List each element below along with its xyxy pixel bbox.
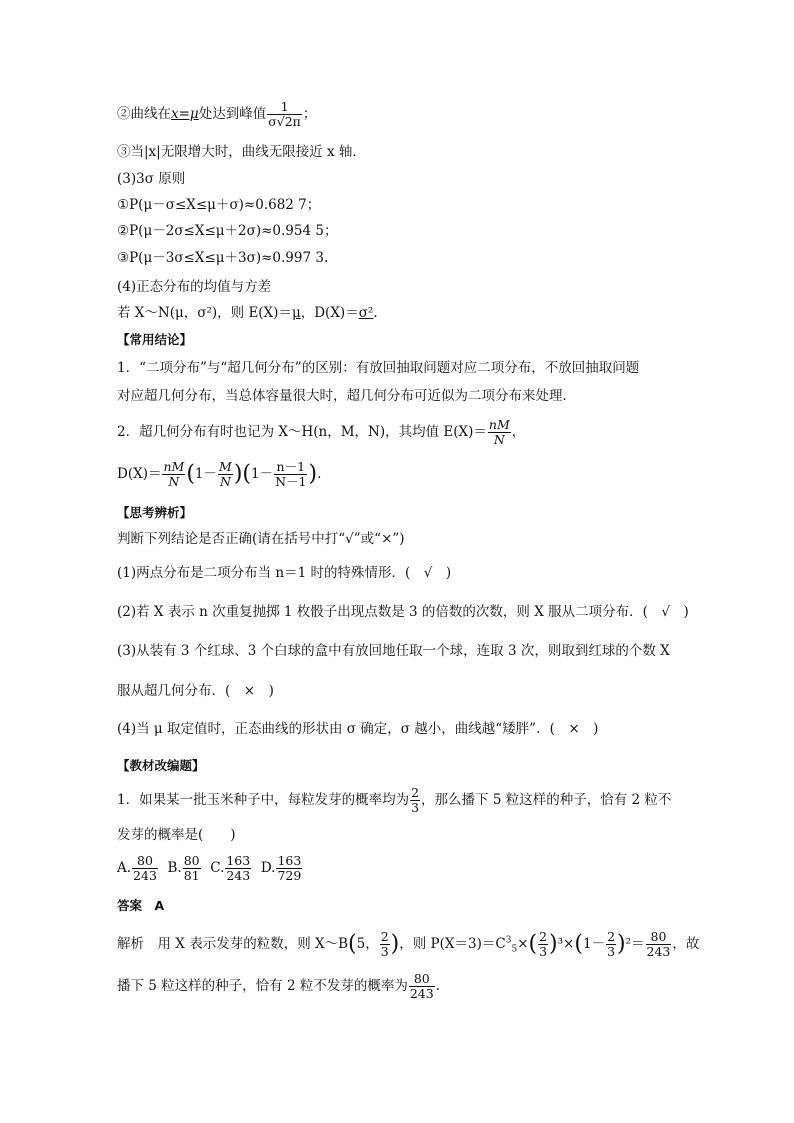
sigma-rule-3: ③P(μ－3σ≤X≤μ＋3σ)≈0.997 3. xyxy=(117,250,329,266)
mean-variance-heading: (4)正态分布的均值与方差 xyxy=(117,279,272,295)
solution-line-2: 播下 5 粒这样的种子，恰有 2 粒不发芽的概率为 $\frac{80}{243}$ . xyxy=(117,971,440,1001)
sigma-rule-2: ②P(μ－2σ≤X≤μ＋2σ)≈0.954 5； xyxy=(117,223,338,239)
hypergeometric-mean-fraction: $\frac{nM}{N}$ xyxy=(488,417,510,447)
text: ②曲线在 xyxy=(117,106,171,122)
section-heading-textbook: 【教材改编题】 xyxy=(117,758,205,773)
option-a-label: A. xyxy=(117,860,132,876)
conclusion-1-line-1: 1．“二项分布”与“超几何分布”的区别：有放回抽取问题对应二项分布，不放回抽取问题 xyxy=(117,360,640,376)
judgement-item-2: (2)若 X 表示 n 次重复抛掷 1 枚骰子出现点数是 3 的倍数的次数，则 X 服从二项分布．( √ ) xyxy=(117,604,689,620)
three-sigma-heading: (3)3σ 原则 xyxy=(117,171,186,187)
option-b-fraction: $\frac{80}{81}$ xyxy=(183,853,200,883)
answer-options xyxy=(117,854,303,883)
option-d-label: D. xyxy=(260,860,276,876)
judgement-item-3-line-2: 服从超几何分布．( × ) xyxy=(117,683,274,699)
option-c-fraction: $\frac{163}{243}$ xyxy=(226,853,251,883)
text: 处达到峰值 xyxy=(198,106,267,122)
fraction: $\frac{nM}{N}$ xyxy=(163,459,185,489)
variance-value: σ² xyxy=(358,305,374,321)
option-b-label: B. xyxy=(167,860,182,876)
fraction: $\frac{2}{3}$ xyxy=(607,929,616,959)
section-heading-conclusions: 【常用结论】 xyxy=(117,332,193,347)
fraction: $\frac{2}{3}$ xyxy=(380,929,389,959)
problem-line-1: 1．如果某一批玉米种子中，每粒发芽的概率均为 $\frac{2}{3}$ ，那么播下 5 粒这样的种子，恰有 2 粒不 xyxy=(117,785,672,815)
curve-peak-line: ②曲线在x=μ处达到峰值 $\frac{1}{\sigma√2\pi}$ ； xyxy=(117,99,317,129)
sigma-rule-1: ①P(μ－σ≤X≤μ＋σ)≈0.682 7； xyxy=(117,197,321,213)
section-heading-judgement: 【思考辨析】 xyxy=(117,505,193,520)
mean-variance-line: 若 X～N(μ，σ²)，则 E(X)＝μ，D(X)＝σ². xyxy=(117,305,378,321)
mean-value: μ xyxy=(291,305,301,321)
curve-asymptote-line: ③当|x|无限增大时，曲线无限接近 x 轴． xyxy=(117,144,366,160)
result-fraction: $\frac{80}{243}$ xyxy=(646,929,671,959)
solution-line-1: 解析 用 X 表示发芽的粒数，则 X～B(5， $\frac{2}{3}$ )，则 $P(X=3)=C^3_5\times$( $\frac{2}{3}$ )³×(1－ $\frac{2}{3}$ )²＝ $\frac{80}{243}$ ，故 xyxy=(117,929,700,959)
probability-fraction: $\frac{2}{3}$ xyxy=(411,785,420,815)
judgement-intro: 判断下列结论是否正确(请在括号中打“√”或“×”) xyxy=(117,531,405,547)
problem-line-2: 发芽的概率是( ) xyxy=(117,827,236,843)
fraction: $\frac{2}{3}$ xyxy=(539,929,548,959)
option-a-fraction: $\frac{80}{243}$ xyxy=(133,853,157,883)
option-c-label: C. xyxy=(210,860,225,876)
judgement-item-3-line-1: (3)从装有 3 个红球、3 个白球的盒中有放回地任取一个球，连取 3 次，则取到红球的个数 X xyxy=(117,643,670,659)
answer-line: 答案 A xyxy=(117,898,165,913)
conclusion-2-line: 2．超几何分布有时也记为 X～H(n，M，N)，其均值 E(X)＝ $\frac{nM}{N}$ ， xyxy=(117,417,526,447)
option-d-fraction: $\frac{163}{729}$ xyxy=(277,853,302,883)
judgement-item-1: (1)两点分布是二项分布当 n＝1 时的特殊情形．( √ ) xyxy=(117,565,452,581)
peak-position: x=μ xyxy=(171,106,199,122)
variance-formula-line: D(X)＝ $\frac{nM}{N}$ (1－ $\frac{M}{N}$ )(1－ $\frac{n-1}{N-1}$ ). xyxy=(117,459,322,489)
conclusion-1-line-2: 对应超几何分布，当总体容量很大时，超几何分布可近似为二项分布来处理． xyxy=(117,388,576,404)
peak-value-fraction: $\frac{1}{\sigma√2\pi}$ xyxy=(268,99,301,129)
result-fraction: $\frac{80}{243}$ xyxy=(409,971,434,1001)
fraction: $\frac{M}{N}$ xyxy=(219,459,232,489)
judgement-item-4: (4)当 μ 取定值时，正态曲线的形状由 σ 确定，σ 越小，曲线越“矮胖”．( × ) xyxy=(117,721,599,737)
fraction: $\frac{n-1}{N-1}$ xyxy=(275,459,307,489)
